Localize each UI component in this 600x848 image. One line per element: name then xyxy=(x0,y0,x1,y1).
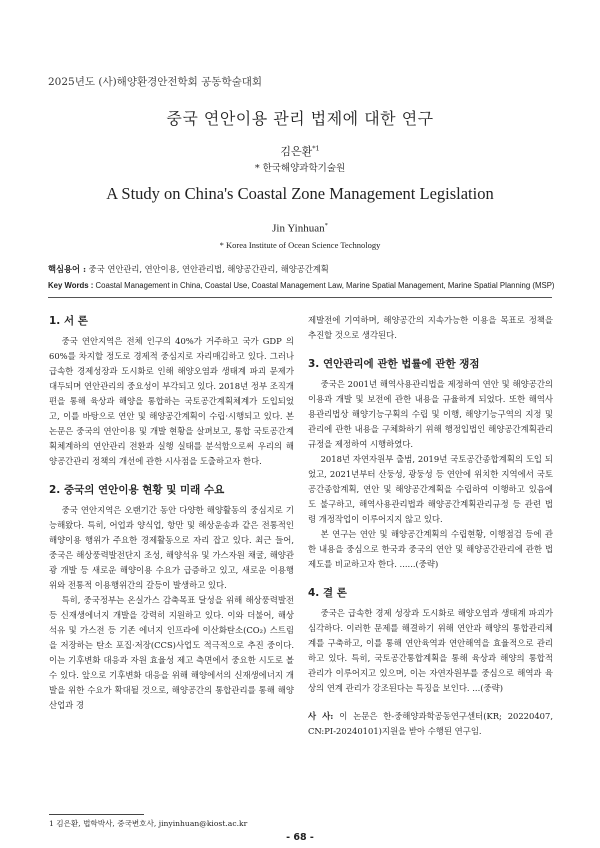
footnote: 1 김은환, 법학박사, 중국변호사, jinyinhuan@kiost.ac.kr xyxy=(49,819,248,828)
korean-affiliation: * 한국해양과학기술원 xyxy=(254,163,346,174)
status-paragraph-1: 중국 연안지역은 오랜기간 동안 다양한 해양활동의 중심지로 기능해왔다. 특히, 어업과 양식업, 항만 및 해상운송과 같은 전통적인 해양이용 행위가 주요한 경제활동으로 자리 잡고 있다. 최근 들어, 중국은 해상풍력발전단지 조성, 해양석유 및 가스자원 채굴, 해양관광 개발 등 새로운 해양이용 수요가 급증하고 있고, 새로운 이용행위와 전통적 이용행위간의 갈등이 발생하고 있다. xyxy=(49,505,294,590)
korean-keywords-text: 중국 연안관리, 연안이용, 연안관리법, 해양공간관리, 해양공간계획 xyxy=(88,264,329,274)
status-paragraph-continued: 제발전에 기여하며, 해양공간의 지속가능한 이용을 목표로 정책을 추진할 것으로 생각된다. xyxy=(308,315,553,340)
english-keywords-label: Key Words : xyxy=(48,281,94,290)
korean-keywords-label: 핵심용어 : xyxy=(48,264,87,274)
law-paragraph-1: 중국은 2001년 해역사용관리법을 제정하여 연안 및 해양공간의 이용과 개발 및 보전에 관한 내용을 규율하게 되었다. 또한 해역사용관리법상 해양기능구획의 수립 및 이행, 해양기능구역의 지정 및 관리에 관한 내용을 구체화하기 위해 행정입법인 해양공간계획관리규정을 제정하여 시행하였다. xyxy=(308,379,553,449)
acknowledgement-label: 사 사: xyxy=(308,711,334,721)
korean-author xyxy=(0,143,600,159)
right-column xyxy=(308,313,553,739)
status-paragraph-2: 특히, 중국정부는 온실가스 감축목표 달성을 위해 해상풍력발전 등 신재생에너지 개발을 강력히 지원하고 있다. 이와 더불어, 해상석유 및 가스전 등 기존 에너지 인프라에 이산화탄소(CO₂) 스트림을 저장하는 탄소 포집·저장(CCS)사업도 적극적으로 추진 중이다. 이는 기후변화 대응과 자원 효율성 제고 측면에서 중요한 시도로 볼 수 있다. 앞으로 기후변화 대응을 위해 해양에서의 신재생에너지 개발을 위한 수요가 확대될 것으로, 해양공간의 통합관리를 통해 해양산업과 경 xyxy=(49,595,294,710)
korean-keywords xyxy=(48,263,568,276)
intro-paragraph: 중국 연안지역은 전체 인구의 40%가 거주하고 국가 GDP 의 60%를 차지할 정도로 경제적 중심지로 자리매김하고 있다. 그러나 급속한 경제성장과 도시화로 인해 해양오염과 생태계 파괴 문제가 대두되며 연안관리의 중요성이 부각되고 있다. 2018년 정부 조직개편을 통해 육상과 해양을 통합하는 국토공간계획체계가 도입되었고, 이를 바탕으로 연안 및 해양공간계획이 수립·시행되고 있다. 본 논문은 중국의 연안이용 및 개발 현황을 살펴보고, 통합 국토공간계획체계하의 연안관리 전환과 실행 실태를 분석함으로써 우리의 해양공간관리 정책의 개선에 관한 시사점을 도출하고자 한다. xyxy=(49,336,294,466)
acknowledgement-text: 이 논문은 한-중해양과학공동연구센터(KR; 20220407, CN:PI-20240101)지원을 받아 수행된 연구임. xyxy=(308,711,553,736)
section-heading-law: 3. 연안관리에 관한 법률에 관한 쟁점 xyxy=(308,358,480,370)
section-heading-status: 2. 중국의 연안이용 현황 및 미래 수요 xyxy=(49,484,225,496)
english-author-name: Jin Yinhuan xyxy=(272,222,325,235)
english-keywords xyxy=(48,279,568,292)
law-paragraph-3: 본 연구는 연안 및 해양공간계획의 수립현황, 이행점검 등에 관한 내용을 중심으로 한국과 중국의 연안 및 해양공간관리에 관한 법제도를 비교하고자 한다. ......(중략) xyxy=(308,529,553,569)
keywords-divider xyxy=(48,297,552,298)
left-column xyxy=(49,313,294,713)
section-heading-intro: 1. 서 론 xyxy=(49,315,88,327)
korean-author-name: 김은환 xyxy=(280,145,313,158)
english-keywords-text: Coastal Management in China, Coastal Use, Coastal Management Law, Marine Spatial Management, Marine Spatial Planning (MSP) xyxy=(95,281,555,290)
acknowledgement xyxy=(308,709,553,739)
english-author xyxy=(0,222,600,235)
law-paragraph-2: 2018년 자연자원부 출범, 2019년 국토공간종합계획의 도입 되었고, 2021년부터 산둥성, 광둥성 등 연안에 위치한 지역에서 국토공간종합계획, 연안 및 해양공간계획을 수립하여 이행하고 있음에도 불구하고, 해역사용관리법과 해양공간계획관리규정 등 관련 법령 개정작업이 이루어지지 않고 있다. xyxy=(308,454,553,524)
footnote-divider xyxy=(49,814,144,815)
page-number: - 68 - xyxy=(286,832,314,843)
english-affiliation: * Korea Institute of Ocean Science Technology xyxy=(219,240,381,250)
section-heading-conclusion: 4. 결 론 xyxy=(308,587,347,599)
conference-header: 2025년도 (사)해양환경안전학회 공동학술대회 xyxy=(48,76,263,88)
korean-author-mark: *1 xyxy=(312,144,320,153)
conclusion-paragraph: 중국은 급속한 경제 성장과 도시화로 해양오염과 생태계 파괴가 심각하다. 이러한 문제를 해결하기 위해 연안과 해양의 통합관리체계를 구축하고, 이를 통해 연안육역과 연안해역을 효율적으로 관리하고 있다. 특히, 국토공간통합계획을 통해 육상과 해양의 통합적 관리가 이루어지고 있으며, 이는 자연자원부를 중심으로 해역과 육상의 연계 관리가 강조된다는 특징을 보인다. ...(중략) xyxy=(308,608,553,693)
english-author-mark: * xyxy=(324,222,328,229)
english-title: A Study on China's Coastal Zone Management Legislation xyxy=(106,184,494,203)
korean-title: 중국 연안이용 관리 법제에 대한 연구 xyxy=(166,109,434,128)
